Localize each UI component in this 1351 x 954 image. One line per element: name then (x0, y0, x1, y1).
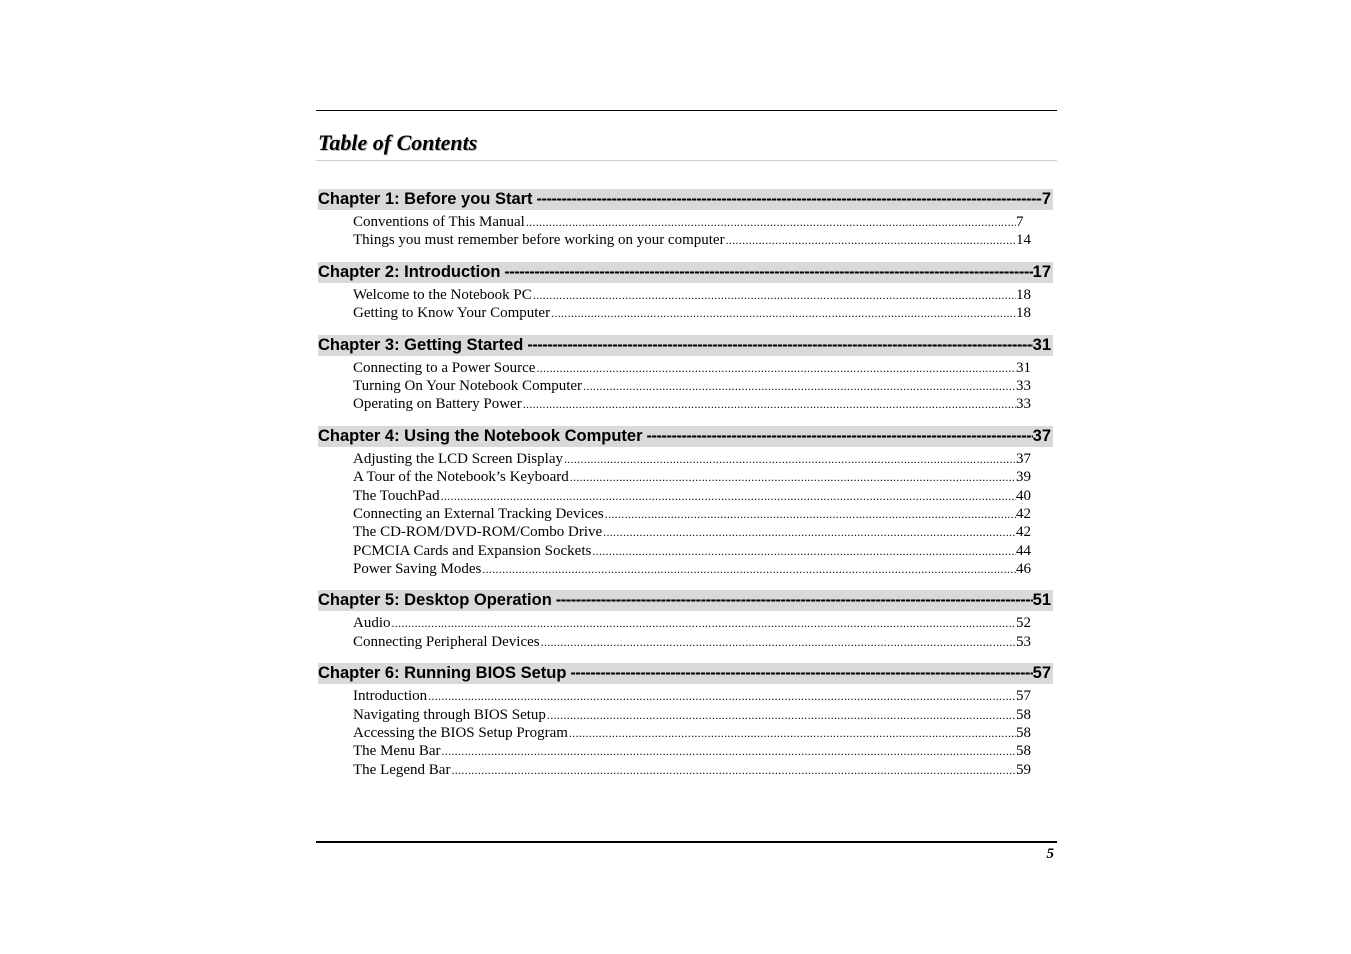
entry-title: Turning On Your Notebook Computer (353, 377, 583, 394)
chapter-heading[interactable] (318, 335, 1053, 356)
entry-title: Welcome to the Notebook PC (353, 286, 532, 303)
dot-leader (391, 614, 1017, 632)
entry-page-number: 44 (1016, 542, 1031, 559)
toc-entry[interactable] (353, 687, 1032, 705)
chapter-page-number: 31 (1032, 335, 1051, 354)
toc-entry[interactable] (353, 560, 1032, 578)
dash-leader (500, 262, 1032, 283)
entry-page-number: 18 (1016, 305, 1031, 322)
entry-title: Audio (353, 615, 391, 632)
entry-page-number: 33 (1016, 377, 1031, 394)
dot-leader (550, 304, 1016, 322)
chapter-title: Chapter 3: Getting Started (318, 335, 524, 354)
toc-entry[interactable] (353, 761, 1032, 779)
toc-chapter (316, 335, 1057, 414)
entry-title: Connecting an External Tracking Devices (353, 505, 604, 522)
chapter-heading[interactable] (318, 262, 1053, 283)
toc-entry[interactable] (353, 706, 1032, 724)
entry-title: Operating on Battery Power (353, 396, 522, 413)
entry-page-number: 53 (1016, 633, 1031, 650)
dot-leader (481, 560, 1016, 578)
dash-leader (643, 426, 1033, 447)
entry-page-number: 40 (1016, 487, 1031, 504)
dot-leader (450, 761, 1016, 779)
page-title: Table of Contents (318, 130, 478, 155)
dot-leader (563, 450, 1016, 468)
toc-entry[interactable] (353, 377, 1032, 395)
dot-leader (440, 742, 1016, 760)
entry-title: Adjusting the LCD Screen Display (353, 450, 563, 467)
entry-title: The TouchPad (353, 487, 440, 504)
chapter-page-number: 17 (1032, 262, 1051, 281)
toc-entry[interactable] (353, 359, 1032, 377)
toc-chapter (316, 262, 1057, 323)
dot-leader (522, 395, 1016, 413)
dot-leader (532, 286, 1016, 304)
entry-page-number: 31 (1016, 359, 1031, 376)
entry-page-number: 39 (1016, 469, 1031, 486)
dot-leader (546, 706, 1016, 724)
entry-title: Navigating through BIOS Setup (353, 706, 546, 723)
toc-entry[interactable] (353, 633, 1032, 651)
chapter-heading[interactable] (318, 590, 1053, 611)
toc-entry[interactable] (353, 724, 1032, 742)
chapter-title: Chapter 4: Using the Notebook Computer (318, 426, 643, 445)
entry-page-number: 46 (1016, 561, 1031, 578)
toc-entry[interactable] (353, 505, 1032, 523)
dot-leader (440, 487, 1016, 505)
entry-page-number: 42 (1016, 524, 1031, 541)
entry-title: Connecting Peripheral Devices (353, 633, 540, 650)
toc-entry[interactable] (353, 304, 1032, 322)
entry-title: Conventions of This Manual (353, 214, 525, 230)
dot-leader (604, 505, 1016, 523)
entry-page-number: 37 (1016, 450, 1031, 467)
chapter-page-number: 51 (1032, 591, 1051, 610)
dot-leader (540, 633, 1016, 651)
entry-page-number: 57 (1016, 688, 1031, 705)
toc-entry[interactable] (353, 286, 1032, 304)
title-divider (316, 160, 1057, 161)
chapter-title: Chapter 5: Desktop Operation (318, 591, 552, 610)
entry-title: Introduction (353, 688, 428, 705)
entry-page-number: 14 (1016, 232, 1031, 249)
entry-page-number: 18 (1016, 286, 1031, 303)
chapter-heading[interactable] (318, 189, 1053, 210)
entry-page-number: 33 (1016, 396, 1031, 413)
dash-leader (533, 189, 1042, 210)
toc-entry[interactable] (353, 213, 1032, 231)
chapter-page-number: 37 (1032, 426, 1051, 445)
toc-chapter (316, 189, 1057, 250)
top-divider (316, 110, 1057, 111)
entry-title: A Tour of the Notebook’s Keyboard (353, 469, 569, 486)
entry-title: The CD-ROM/DVD-ROM/Combo Drive (353, 524, 603, 541)
entry-title: Power Saving Modes (353, 561, 482, 578)
toc-entry[interactable] (353, 450, 1032, 468)
toc-chapter (316, 663, 1057, 779)
entry-page-number: 58 (1016, 743, 1031, 760)
dot-leader (582, 377, 1016, 395)
chapter-title: Chapter 2: Introduction (318, 262, 501, 281)
entry-page-number: 52 (1016, 615, 1031, 632)
toc-entry[interactable] (353, 542, 1032, 560)
chapter-title: Chapter 1: Before you Start (318, 190, 533, 208)
page-number: 5 (1046, 846, 1054, 862)
chapter-heading[interactable] (318, 663, 1053, 684)
chapter-heading[interactable] (318, 426, 1053, 447)
entry-title: The Menu Bar (353, 743, 441, 760)
entry-title: Connecting to a Power Source (353, 359, 536, 376)
entry-page-number: 42 (1016, 505, 1031, 522)
dot-leader (569, 468, 1016, 486)
chapter-page-number: 7 (1041, 190, 1051, 208)
dash-leader (523, 335, 1032, 356)
toc-entry[interactable] (353, 742, 1032, 760)
dot-leader (427, 687, 1016, 705)
dot-leader (525, 213, 1016, 231)
entry-title: The Legend Bar (353, 761, 451, 778)
toc-entry[interactable] (353, 395, 1032, 413)
entry-title: Getting to Know Your Computer (353, 305, 551, 322)
entry-title: Accessing the BIOS Setup Program (353, 725, 568, 742)
chapter-page-number: 57 (1032, 664, 1051, 683)
bottom-divider (316, 841, 1057, 843)
chapter-title: Chapter 6: Running BIOS Setup (318, 664, 567, 683)
toc-chapter (316, 426, 1057, 579)
entry-page-number: 59 (1016, 761, 1031, 778)
toc-entry[interactable] (353, 487, 1032, 505)
table-of-contents (316, 189, 1057, 791)
entry-page-number: 58 (1016, 725, 1031, 742)
toc-entry[interactable] (353, 614, 1032, 632)
toc-entry[interactable] (353, 468, 1032, 486)
entry-title: Things you must remember before working on your computer (353, 232, 725, 249)
dash-leader (566, 663, 1032, 684)
toc-entry[interactable] (353, 523, 1032, 541)
dot-leader (725, 231, 1016, 249)
dot-leader (568, 724, 1016, 742)
entry-title: PCMCIA Cards and Expansion Sockets (353, 542, 592, 559)
toc-chapter (316, 590, 1057, 651)
entry-page-number: 58 (1016, 706, 1031, 723)
entry-page-number: 7 (1016, 214, 1024, 230)
dot-leader (591, 542, 1016, 560)
toc-entry[interactable] (353, 231, 1032, 249)
dot-leader (602, 523, 1016, 541)
dash-leader (552, 590, 1033, 611)
dot-leader (535, 359, 1016, 377)
